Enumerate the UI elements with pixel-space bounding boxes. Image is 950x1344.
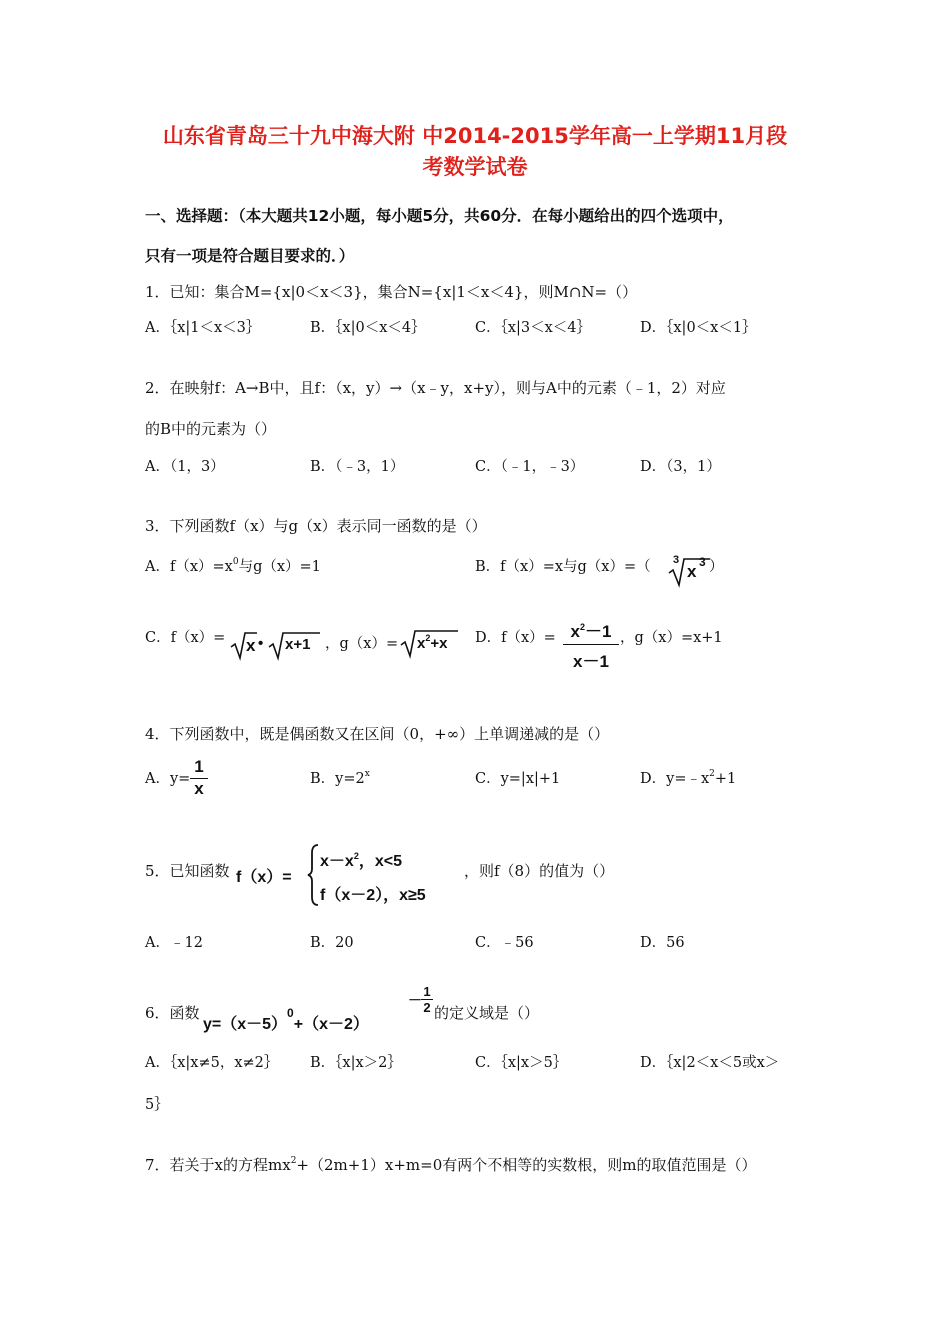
q3c-prefix: C．f（x）= <box>145 630 226 646</box>
q6-exponent-denominator: 2 <box>423 1000 431 1015</box>
q4a-denominator: x <box>194 779 204 798</box>
q5-stem-suffix: ，则f（8）的值为（） <box>464 862 615 880</box>
q3b-root-index: 3 <box>673 554 680 566</box>
q4a-numerator: 1 <box>190 757 208 779</box>
brace-icon <box>306 843 320 907</box>
q3d-numerator: $x^2-1$ <box>563 617 619 645</box>
q4a-fraction <box>190 757 208 799</box>
q3c-radicand-2: x+1 <box>285 636 311 653</box>
question-5-option-a: A．﹣12 <box>145 935 203 951</box>
q3c-mid: ，g（x）= <box>325 636 399 652</box>
q5-case-2: f（x－2），x≥5 <box>320 887 426 904</box>
q3d-suffix: ，g（x）=x+1 <box>620 630 723 646</box>
question-1-option-c: C．｛x|3＜x＜4｝ <box>475 320 592 336</box>
q5-fx: f（x）= <box>236 869 292 886</box>
q6-exponent-sign: － <box>408 992 422 1008</box>
question-5-option-b: B．20 <box>310 935 354 951</box>
q3b-radicand: x <box>687 562 697 581</box>
q3c-radicand-1: x <box>246 636 256 655</box>
question-3-option-a <box>145 555 321 576</box>
q3b-exponent: 3 <box>699 555 706 569</box>
q6-expression: $y=(x-5)^0+(x-2)$ <box>203 1006 369 1033</box>
q5-stem-prefix: 5．已知函数 <box>145 862 230 880</box>
q5-case-1: $x-x^2$，x<5 <box>320 851 402 870</box>
question-6-option-d-line-1: D．｛x|2＜x＜5或x＞ <box>640 1055 780 1071</box>
q3b-suffix: ） <box>709 559 724 575</box>
question-3-stem: 3．下列函数f（x）与g（x）表示同一函数的是（） <box>145 517 487 535</box>
q3a-suffix: 与g（x）=1 <box>238 559 321 575</box>
q3a-exponent: 0 <box>232 557 239 567</box>
question-2-stem-line-1: 2．在映射f：A→B中，且f：（x，y）→（x﹣y，x+y），则与A中的元素（﹣1，2）对应 <box>145 379 726 397</box>
q6-stem-suffix: 的定义域是（） <box>434 1004 540 1022</box>
q3c-dot: • <box>258 635 264 652</box>
q3c-product-of-roots <box>229 629 324 661</box>
question-2-option-b: B．（﹣3，1） <box>310 459 405 475</box>
question-6-option-d-line-2: 5｝ <box>145 1097 169 1113</box>
section-heading-line-2: 只有一项是符合题目要求的．） <box>145 247 355 265</box>
q6-exponent-numerator: 1 <box>421 984 433 1000</box>
question-4-option-b: B．$y=2^x$ <box>310 769 370 787</box>
q3b-prefix: B．f（x）=x与g（x）=（ <box>475 559 651 575</box>
q3a-prefix: A．f（x）=x <box>145 559 233 575</box>
q4a-prefix: A．y= <box>145 771 191 787</box>
question-5-option-c: C．﹣56 <box>475 935 534 951</box>
title-line-1: 山东省青岛三十九中海大附 中2014-2015学年高一上学期11月段 <box>162 124 788 148</box>
question-6-option-c: C．｛x|x＞5｝ <box>475 1055 568 1071</box>
title-line-2: 考数学试卷 <box>422 155 528 179</box>
q3c-radicand-3: $x^2+x$ <box>417 633 448 652</box>
q3d-fraction <box>563 617 619 672</box>
question-2-option-a: A．（1，3） <box>145 459 225 475</box>
question-1-option-a: A．｛x|1＜x＜3｝ <box>145 320 261 336</box>
question-5-option-d: D．56 <box>640 935 685 951</box>
question-4-option-d: D．$y=﹣x^2+1$ <box>640 769 737 787</box>
q3c-root-3 <box>399 627 461 659</box>
question-7-stem: 7．若关于x的方程$mx^2+(2m+1)x+m=0$有两个不相等的实数根，则m的取值范围是（） <box>145 1156 757 1174</box>
q3d-denominator: x－1 <box>573 652 609 671</box>
q6-stem-prefix: 6．函数 <box>145 1004 200 1022</box>
q6-exponent-fraction <box>421 984 433 1015</box>
question-1-stem: 1．已知：集合M={x|0＜x＜3}，集合N={x|1＜x＜4}，则M∩N=（） <box>145 283 638 301</box>
question-1-option-b: B．｛x|0＜x＜4｝ <box>310 320 426 336</box>
section-heading-line-1: 一、选择题：（本大题共12小题，每小题5分，共60分．在每小题给出的四个选项中， <box>145 207 734 225</box>
question-2-stem-line-2: 的B中的元素为（） <box>145 420 277 438</box>
q3d-prefix: D．f（x）= <box>475 630 556 646</box>
question-4-stem: 4．下列函数中，既是偶函数又在区间（0，+∞）上单调递减的是（） <box>145 725 610 743</box>
question-2-option-d: D．（3，1） <box>640 459 721 475</box>
question-4-option-c: C．y=|x|+1 <box>475 771 561 787</box>
question-1-option-d: D．｛x|0＜x＜1｝ <box>640 320 757 336</box>
question-6-option-b: B．｛x|x＞2｝ <box>310 1055 402 1071</box>
question-2-option-c: C．（﹣1，﹣3） <box>475 459 585 475</box>
question-6-option-a: A．｛x|x≠5，x≠2｝ <box>145 1055 279 1071</box>
question-3-option-b <box>475 555 651 576</box>
